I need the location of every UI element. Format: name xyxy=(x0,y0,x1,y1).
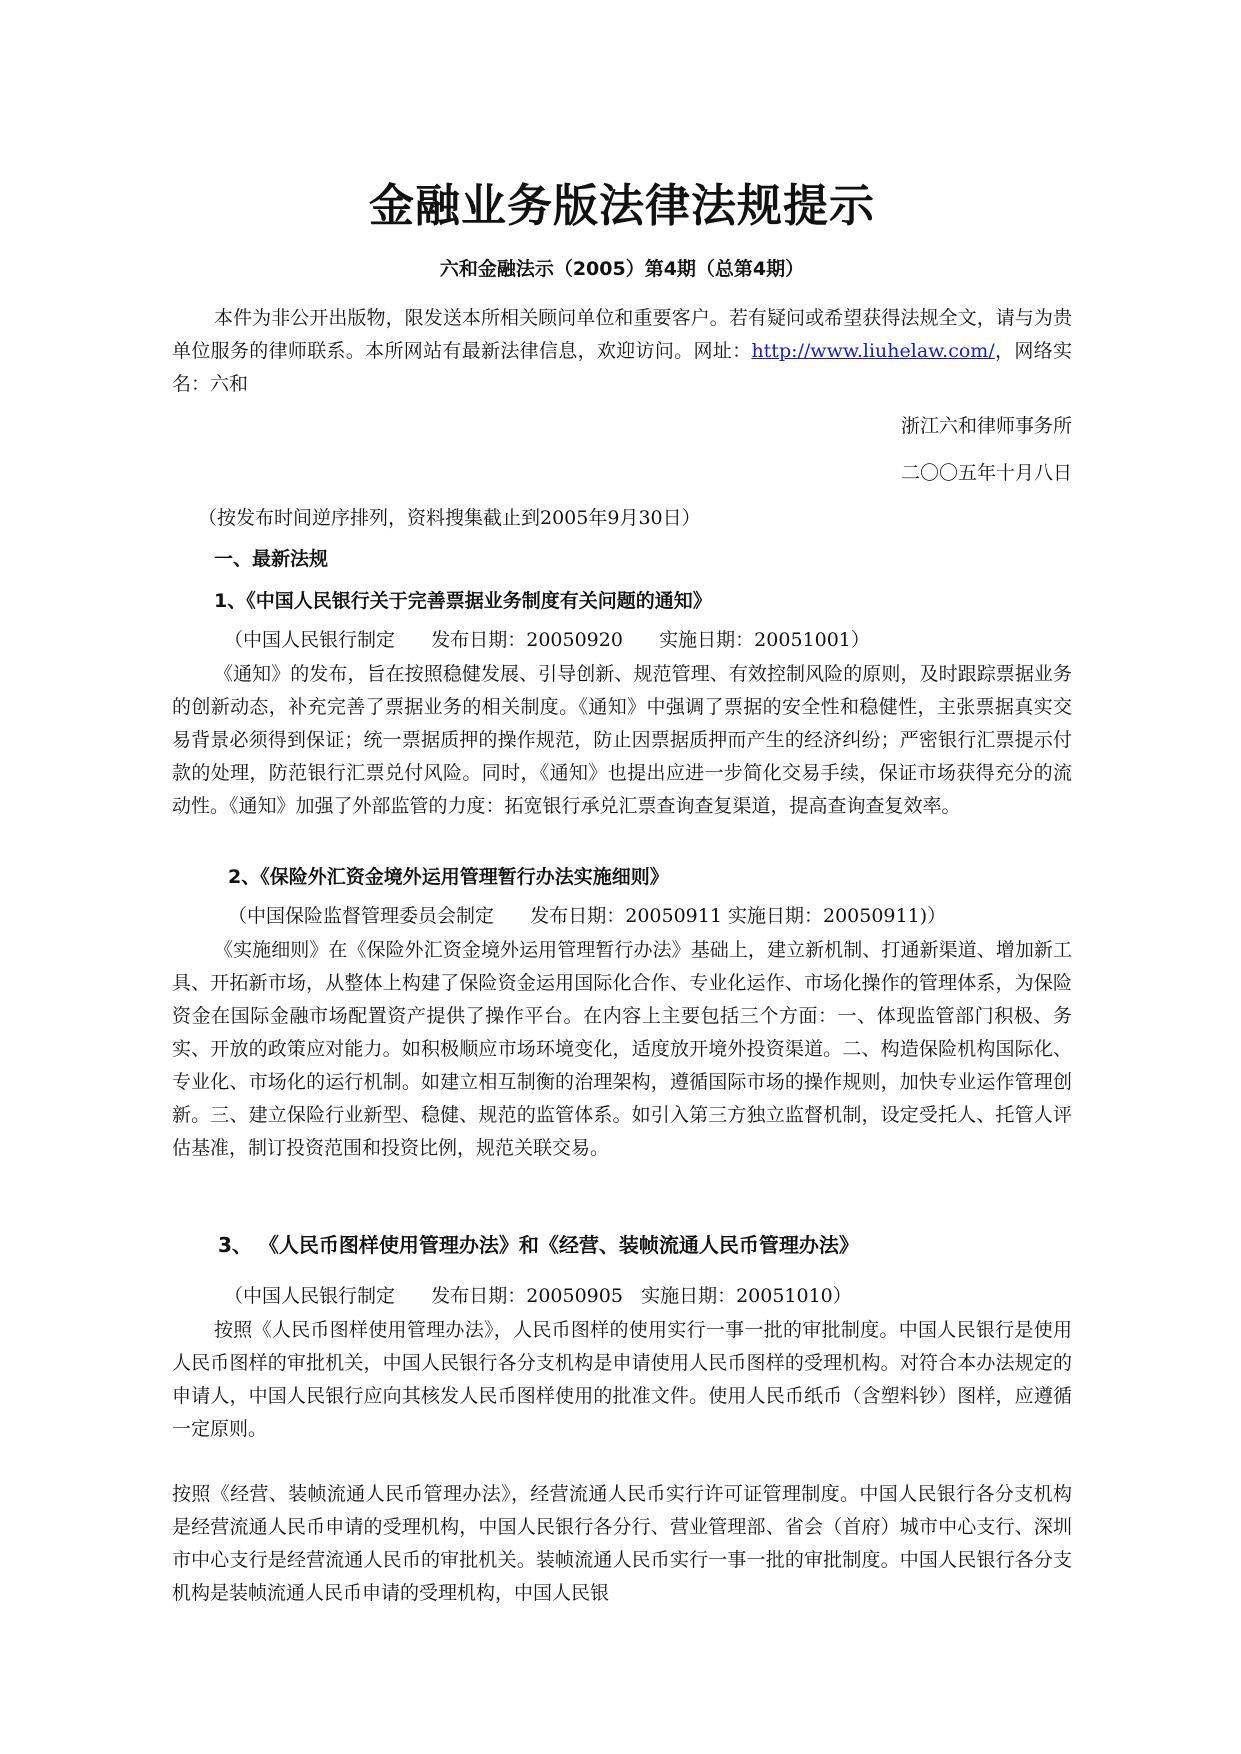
item-meta-text: （中国人民银行制定 发布日期：20050905 实施日期：20051010） xyxy=(224,1285,852,1307)
item-2-heading xyxy=(228,862,1128,892)
item-2-meta xyxy=(228,900,1128,933)
issue-date xyxy=(172,457,1072,490)
item-meta-text: （中国保险监督管理委员会制定 发布日期：20050911 实施日期：20050911)） xyxy=(228,905,947,927)
item-paragraph: 按照《经营、装帧流通人民币管理办法》，经营流通人民币实行许可证管理制度。中国人民银行各分支机构是经营流通人民币申请的受理机构，中国人民银行各分行、营业管理部、省会（首府）城市中心支行、深圳市中心支行是经营流通人民币的审批机关。装帧流通人民币实行一事一批的审批制度。中国人民银行各分支机构是装帧流通人民币申请的受理机构，中国人民银 xyxy=(172,1483,1072,1604)
item-3-meta xyxy=(224,1280,1124,1313)
firm-name xyxy=(172,410,1072,443)
item-1-body xyxy=(172,658,1072,823)
item-heading-text: 2、《保险外汇资金境外运用管理暂行办法实施细则》 xyxy=(228,866,669,888)
item-heading-text: 3、 《人民币图样使用管理办法》和《经营、装帧流通人民币管理办法》 xyxy=(218,1233,859,1257)
item-paragraph: 《实施细则》在《保险外汇资金境外运用管理暂行办法》基础上，建立新机制、打通新渠道、增加新工具、开拓新市场，从整体上构建了保险资金运用国际化合作、专业化运作、市场化操作的管理体系，为保险资金在国际金融市场配置资产提供了操作平台。在内容上主要包括三个方面：一、体现监管部门积极、务实、开放的政策应对能力。如积极顺应市场环境变化，适度放开境外投资渠道。二、构造保险机构国际化、专业化、市场化的运行机制。如建立相互制衡的治理架构，遵循国际市场的操作规则，加快专业运作管理创新。三、建立保险行业新型、稳健、规范的监管体系。如引入第三方独立监督机制，设定受托人、托管人评估基准，制订投资范围和投资比例，规范关联交易。 xyxy=(172,939,1072,1159)
item-3-body xyxy=(172,1314,1072,1446)
document-subtitle: 六和金融法示（2005）第4期（总第4期） xyxy=(439,258,805,280)
item-meta-text: （中国人民银行制定 发布日期：20050920 实施日期：20051001） xyxy=(224,629,870,651)
website-link[interactable]: http://www.liuhelaw.com/ xyxy=(751,340,995,362)
intro-text-after: ，网络实名：六和 xyxy=(172,340,1072,395)
item-paragraph: 按照《人民币图样使用管理办法》，人民币图样的使用实行一事一批的审批制度。中国人民银行是使用人民币图样的审批机关，中国人民银行各分支机构是申请使用人民币图样的受理机构。对符合本办法规定的申请人，中国人民银行应向其核发人民币图样使用的批准文件。使用人民币纸币（含塑料钞）图样，应遵循一定原则。 xyxy=(172,1319,1072,1440)
item-1-meta xyxy=(224,624,1124,657)
ordering-note-text: （按发布时间逆序排列，资料搜集截止到2005年9月30日） xyxy=(198,507,701,529)
ordering-note xyxy=(172,502,1072,535)
intro-text: 本件为非公开出版物，限发送本所相关顾问单位和重要客户。若有疑问或希望获得法规全文，请与为贵单位服务的律师联系。本所网站有最新法律信息，欢迎访问。网址： xyxy=(172,307,1072,362)
item-heading-text: 1、《中国人民银行关于完善票据业务制度有关问题的通知》 xyxy=(214,590,712,612)
firm-name-text: 浙江六和律师事务所 xyxy=(900,415,1072,437)
item-1-heading xyxy=(214,586,1114,616)
section-heading-text: 一、最新法规 xyxy=(214,548,329,570)
item-3-body-2 xyxy=(172,1478,1072,1610)
intro-paragraph xyxy=(172,302,1072,401)
item-3-heading xyxy=(218,1230,1118,1260)
item-2-body xyxy=(172,934,1072,1165)
item-paragraph: 《通知》的发布，旨在按照稳健发展、引导创新、规范管理、有效控制风险的原则，及时跟踪票据业务的创新动态，补充完善了票据业务的相关制度。《通知》中强调了票据的安全性和稳健性，主张票据真实交易背景必须得到保证；统一票据质押的操作规范，防止因票据质押而产生的经济纠纷；严密银行汇票提示付款的处理，防范银行汇票兑付风险。同时，《通知》也提出应进一步简化交易手续，保证市场获得充分的流动性。《通知》加强了外部监管的力度：拓宽银行承兑汇票查询查复渠道，提高查询查复效率。 xyxy=(172,663,1072,817)
document-title: 金融业务版法律法规提示 xyxy=(368,179,875,232)
issue-date-text: 二〇〇五年十月八日 xyxy=(900,462,1072,484)
section-heading xyxy=(214,544,1114,574)
